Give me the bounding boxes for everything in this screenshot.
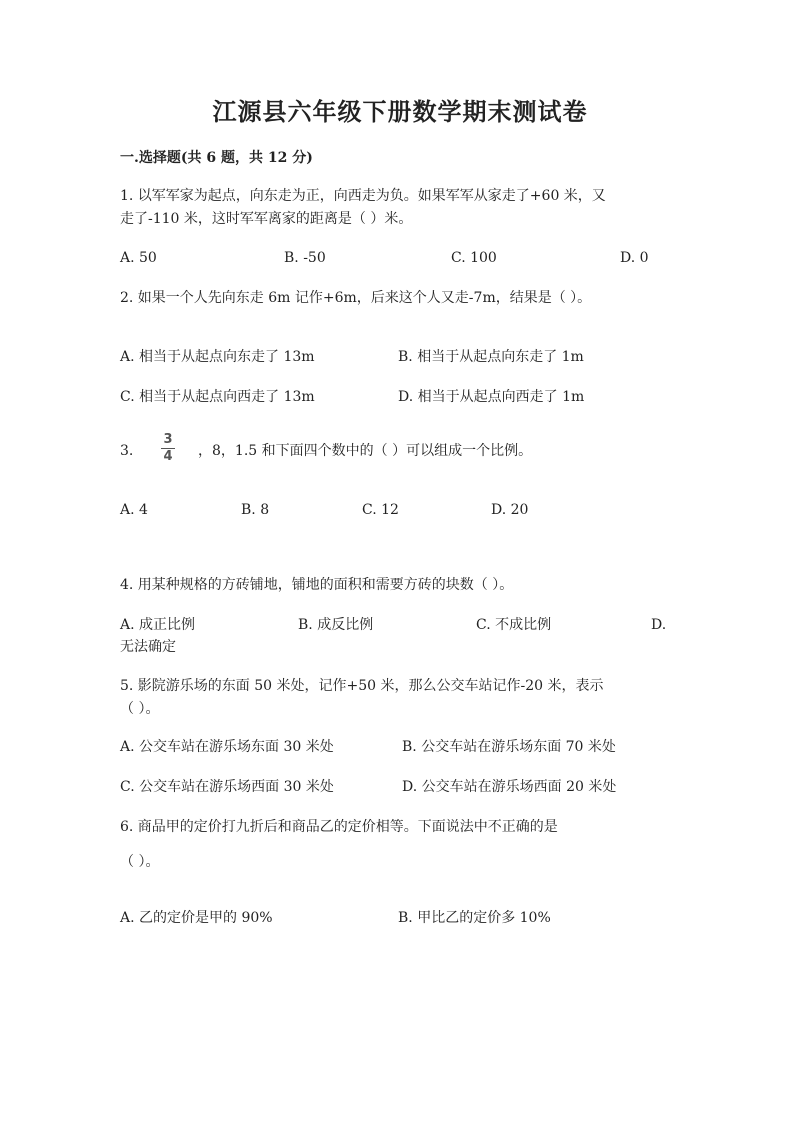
fraction-numerator: 3: [163, 432, 173, 447]
question-1-option-c: C. 100: [451, 250, 497, 266]
question-2-option-c: C. 相当于从起点向西走了 13m: [120, 389, 315, 405]
question-3-number: 3.: [120, 443, 134, 459]
question-5-option-a: A. 公交车站在游乐场东面 30 米处: [120, 739, 334, 755]
question-2-option-a: A. 相当于从起点向东走了 13m: [120, 349, 315, 365]
question-3-option-a: A. 4: [120, 502, 148, 518]
question-1-stem-line-1: 1. 以军军家为起点，向东走为正，向西走为负。如果军军从家走了+60 米，又: [120, 188, 606, 204]
question-1-option-b: B. -50: [284, 250, 326, 266]
question-6-stem-line-2: （ ）。: [120, 854, 160, 870]
section-heading: 一.选择题(共 6 题，共 12 分): [120, 150, 313, 166]
question-5-option-b: B. 公交车站在游乐场东面 70 米处: [402, 739, 616, 755]
question-3-option-b: B. 8: [241, 502, 270, 518]
question-6-stem-line-1: 6. 商品甲的定价打九折后和商品乙的定价相等。下面说法中不正确的是: [120, 819, 558, 835]
question-5-stem-line-2: （ ）。: [120, 701, 160, 717]
question-4-option-b: B. 成反比例: [298, 617, 374, 633]
question-6-option-a: A. 乙的定价是甲的 90%: [120, 910, 273, 926]
question-5-option-d: D. 公交车站在游乐场西面 20 米处: [402, 779, 617, 795]
question-3-option-d: D. 20: [491, 502, 529, 518]
question-4-stem: 4. 用某种规格的方砖铺地，铺地的面积和需要方砖的块数（ ）。: [120, 577, 514, 593]
question-5-option-c: C. 公交车站在游乐场西面 30 米处: [120, 779, 334, 795]
question-3-fraction: [158, 432, 178, 465]
question-5-stem-line-1: 5. 影院游乐场的东面 50 米处，记作+50 米，那么公交车站记作-20 米，表示: [120, 678, 604, 694]
page-title: 江源县六年级下册数学期末测试卷: [212, 97, 588, 126]
question-2-option-d: D. 相当于从起点向西走了 1m: [398, 389, 585, 405]
fraction-denominator: 4: [163, 449, 173, 464]
question-4-option-d-text: 无法确定: [120, 639, 176, 655]
question-6-option-b: B. 甲比乙的定价多 10%: [398, 910, 551, 926]
question-3-stem: ，8，1.5 和下面四个数中的（ ）可以组成一个比例。: [198, 443, 533, 459]
question-3-option-c: C. 12: [362, 502, 399, 518]
question-2-option-b: B. 相当于从起点向东走了 1m: [398, 349, 584, 365]
question-1-option-d: D. 0: [620, 250, 649, 266]
question-2-stem: 2. 如果一个人先向东走 6m 记作+6m，后来这个人又走-7m，结果是（ ）。: [120, 290, 592, 306]
question-4-option-c: C. 不成比例: [476, 617, 552, 633]
question-4-option-d-label: D.: [651, 617, 667, 633]
question-1-option-a: A. 50: [120, 250, 157, 266]
question-4-option-a: A. 成正比例: [120, 617, 196, 633]
question-1-stem-line-2: 走了-110 米，这时军军离家的距离是（ ）米。: [120, 211, 413, 227]
